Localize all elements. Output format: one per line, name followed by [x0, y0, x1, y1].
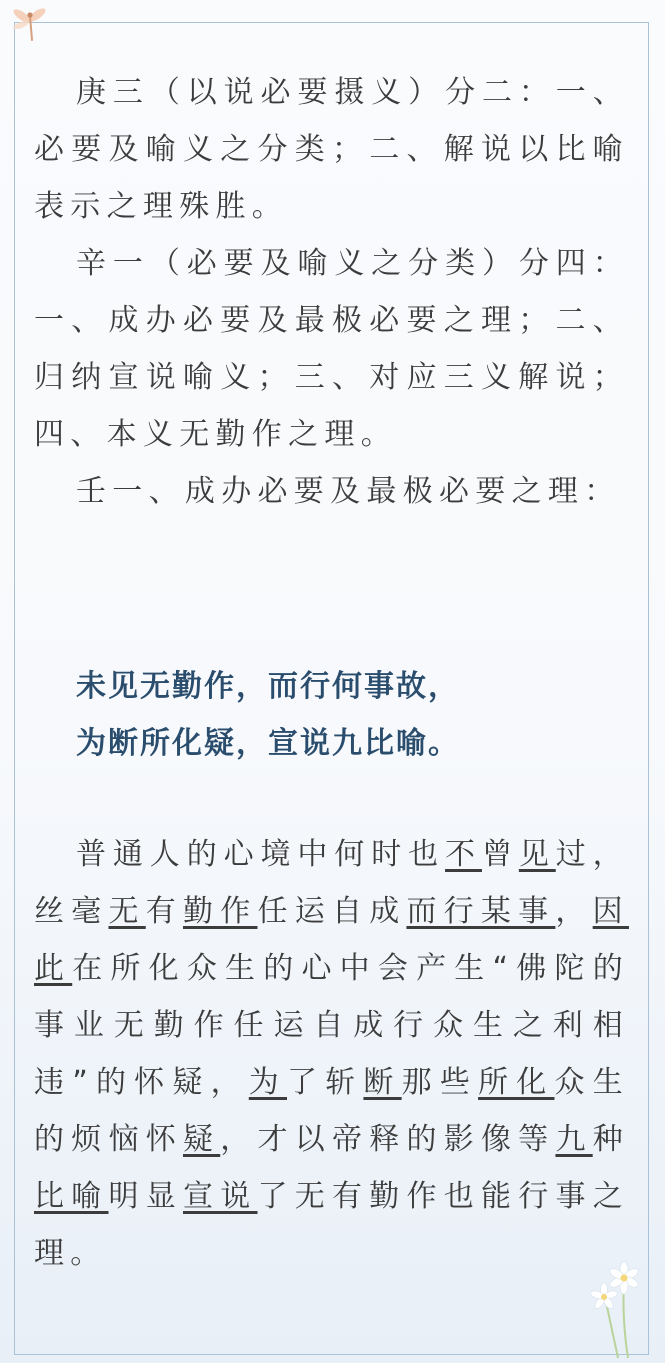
- commentary-text: 种: [592, 1122, 629, 1157]
- underlined-term: 断: [363, 1065, 402, 1100]
- commentary-text: 那些: [401, 1065, 479, 1100]
- commentary-text: 普通人的心境中何时也: [76, 837, 446, 872]
- root-verse: [76, 658, 460, 772]
- underlined-term: 不: [445, 837, 482, 872]
- underlined-term: 比喻: [34, 1179, 109, 1214]
- underlined-term: 九: [555, 1122, 593, 1157]
- commentary-text: 在所化众生的心中会产生“佛陀的事业无勤作任运自成行众生之利相违”的怀疑，: [34, 951, 629, 1100]
- commentary-text: 了斩: [287, 1065, 364, 1100]
- commentary-text: 众生的烦恼怀: [34, 1065, 629, 1157]
- underlined-term: 疑: [182, 1122, 221, 1157]
- heading-paragraph-1: 庚三（以说必要摄义）分二：一、必要及喻义之分类；二、解说以比喻表示之理殊胜。: [34, 75, 629, 224]
- commentary: [34, 826, 629, 1282]
- commentary-text: 过，丝毫: [34, 837, 629, 929]
- section-headings: [34, 64, 629, 520]
- underlined-term: 见: [518, 837, 556, 872]
- commentary-text: 了无有勤作也能行事之理。: [34, 1179, 630, 1271]
- verse-line-1: 未见无勤作，而行何事故，: [76, 669, 460, 704]
- commentary-text: 明显: [108, 1179, 183, 1214]
- commentary-text: 曾: [481, 837, 519, 872]
- underlined-term: 勤作: [182, 894, 258, 929]
- commentary-paragraph: [34, 826, 629, 1282]
- commentary-text: ，: [555, 894, 593, 929]
- underlined-term: 宣说: [183, 1179, 258, 1214]
- commentary-text: 任运自成: [257, 894, 407, 929]
- underlined-term: 为: [248, 1065, 287, 1100]
- commentary-text: ，才以帝释的影像等: [220, 1122, 556, 1157]
- heading-paragraph-2: 辛一（必要及喻义之分类）分四：一、成办必要及最极必要之理；二、归纳宣说喻义；三、对应三义解说；四、本义无勤作之理。: [34, 246, 629, 452]
- underlined-term: 所化: [478, 1065, 555, 1100]
- underlined-term: 因此: [34, 894, 629, 986]
- underlined-term: 无: [108, 894, 146, 929]
- heading-paragraph-3: 壬一、成办必要及最极必要之理：: [76, 474, 621, 509]
- commentary-text: 有: [145, 894, 183, 929]
- verse-line-2: 为断所化疑，宣说九比喻。: [76, 726, 460, 761]
- underlined-term: 而行某事: [406, 894, 556, 929]
- dragonfly-icon: [8, 4, 52, 44]
